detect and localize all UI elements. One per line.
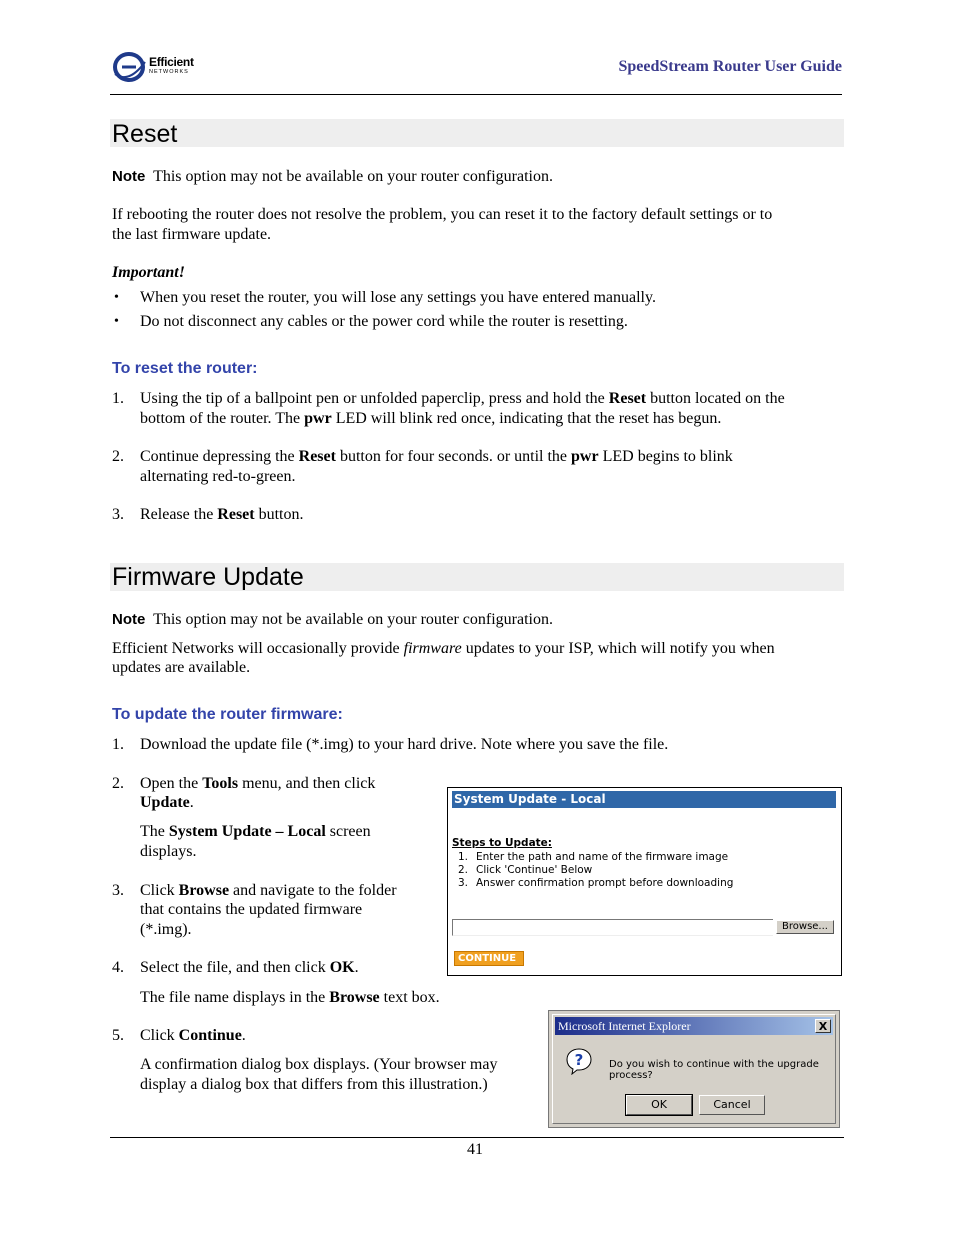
firmware-step-5-sub-line-2: display a dialog box that differs from this illustration.) (140, 1076, 488, 1093)
firmware-step-2-sub-line-2: displays. (140, 843, 197, 860)
text: The file name displays in the (140, 989, 330, 1006)
note-label: Note (112, 611, 146, 628)
dialog-titlebar (555, 1017, 833, 1035)
text: . (354, 959, 359, 976)
text: . (241, 1027, 246, 1044)
text: Open the (140, 775, 203, 792)
update-step-text: Enter the path and name of the firmware image (476, 851, 729, 863)
ok-button[interactable]: OK (626, 1095, 692, 1115)
firmware-step-2-sub-line-1 (140, 822, 371, 842)
text: menu, and then click (238, 775, 376, 792)
firmware-step-3-line-2: that contains the updated firmware (140, 901, 363, 918)
firmware-heading: Firmware Update (112, 563, 304, 591)
reset-step-1-line-2 (140, 409, 721, 429)
bold-term: System Update – Local (168, 823, 326, 840)
svg-text:?: ? (574, 1051, 584, 1069)
update-step-text: Answer confirmation prompt before downloading (476, 877, 734, 889)
document-title: SpeedStream Router User Guide (618, 58, 842, 75)
text: bottom of the router. The (140, 410, 305, 427)
step-number: 2. (112, 775, 124, 792)
firmware-path-input[interactable] (452, 919, 773, 936)
bold-term: Tools (202, 775, 239, 792)
update-step-text: Click 'Continue' Below (476, 864, 593, 876)
efficient-networks-logo (113, 52, 213, 82)
bold-term: Browse (178, 882, 230, 899)
reset-step-2-line-2: alternating red-to-green. (140, 468, 296, 485)
text: Efficient Networks will occasionally provide (112, 640, 404, 657)
step-number: 5. (112, 1027, 124, 1044)
bullet-item: When you reset the router, you will lose any settings you have entered manually. (140, 289, 656, 306)
bold-term: Reset (298, 448, 336, 465)
firmware-step-4 (140, 958, 359, 978)
text: Continue depressing the (140, 448, 299, 465)
system-update-window (447, 787, 842, 976)
italic-term: firmware (403, 640, 462, 657)
update-step-number: 2. (458, 864, 469, 876)
firmware-intro-line-2: updates are available. (112, 659, 251, 676)
text: updates to your ISP, which will notify you when (461, 640, 775, 657)
bold-term: pwr (571, 448, 599, 465)
text: Select the file, and then click (140, 959, 330, 976)
cancel-button[interactable]: Cancel (699, 1095, 765, 1115)
text: button for four seconds. or until the (335, 448, 572, 465)
reset-procedure-heading: To reset the router: (112, 360, 258, 377)
step-number: 4. (112, 959, 124, 976)
dialog-title: Microsoft Internet Explorer (558, 1019, 691, 1033)
reset-step-3 (140, 505, 304, 525)
dialog-message: Do you wish to continue with the upgrade process? (609, 1059, 819, 1081)
logo-word: Efficient (149, 55, 194, 69)
firmware-step-3-line-3: (*.img). (140, 921, 192, 938)
text: and navigate to the folder (229, 882, 397, 899)
step-number: 3. (112, 882, 124, 899)
update-step-number: 1. (458, 851, 469, 863)
footer-rule (110, 1137, 844, 1138)
firmware-step-1: Download the update file (*.img) to your hard drive. Note where you save the file. (140, 736, 669, 753)
bold-term: OK (329, 959, 355, 976)
firmware-step-3-line-1 (140, 881, 397, 901)
note-label: Note (112, 168, 146, 185)
note-text: This option may not be available on your router configuration. (153, 168, 553, 185)
step-number: 1. (112, 736, 124, 753)
firmware-procedure-heading: To update the router firmware: (112, 706, 343, 723)
text: The (140, 823, 169, 840)
continue-button[interactable]: CONTINUE >> (454, 951, 524, 966)
reset-note (112, 167, 553, 187)
ie-confirm-dialog (548, 1010, 840, 1128)
update-step-number: 3. (458, 877, 469, 889)
firmware-note (112, 610, 553, 630)
text: LED begins to blink (598, 448, 733, 465)
firmware-step-2-line-1 (140, 774, 375, 794)
bold-term: Reset (217, 506, 255, 523)
firmware-step-4-sub (140, 988, 440, 1008)
firmware-step-5-sub-line-1: A confirmation dialog box displays. (Your browser may (140, 1056, 498, 1073)
text: Click (140, 882, 179, 899)
bold-term: Continue (178, 1027, 242, 1044)
important-label: Important! (112, 264, 185, 281)
reset-step-2-line-1 (140, 447, 733, 467)
header-rule (110, 94, 842, 95)
firmware-step-2-line-2 (140, 793, 194, 813)
bold-term: pwr (304, 410, 332, 427)
reset-intro-line-1: If rebooting the router does not resolve the problem, you can reset it to the factory default settings or to (112, 206, 773, 223)
text: . (189, 794, 194, 811)
text: screen (325, 823, 371, 840)
logo-e-icon (113, 52, 147, 82)
dialog-frame (552, 1014, 836, 1124)
text: button located on the (646, 390, 785, 407)
browse-button[interactable]: Browse... (776, 920, 834, 934)
text: Release the (140, 506, 218, 523)
bullet-item: Do not disconnect any cables or the power cord while the router is resetting. (140, 313, 628, 330)
text: button. (254, 506, 304, 523)
firmware-intro-line-1 (112, 639, 775, 659)
bullet-dot: • (114, 290, 119, 305)
text: Using the tip of a ballpoint pen or unfolded paperclip, press and hold the (140, 390, 609, 407)
text: Click (140, 1027, 179, 1044)
reset-heading: Reset (112, 120, 178, 148)
text: text box. (379, 989, 440, 1006)
reset-intro-line-2: the last firmware update. (112, 226, 272, 243)
reset-step-1-line-1 (140, 389, 785, 409)
step-number: 2. (112, 448, 124, 465)
system-update-title: System Update - Local (452, 791, 836, 808)
firmware-step-5 (140, 1026, 246, 1046)
bold-term: Reset (608, 390, 647, 407)
bullet-dot: • (114, 314, 119, 329)
text: LED will blink red once, indicating that the reset has begun. (331, 410, 722, 427)
bold-term: Update (140, 794, 190, 811)
note-text: This option may not be available on your router configuration. (153, 611, 553, 628)
close-button[interactable]: X (815, 1019, 831, 1033)
reset-section-band (110, 119, 844, 147)
logo-sub: NETWORKS (149, 69, 189, 75)
page-number: 41 (467, 1141, 483, 1158)
step-number: 1. (112, 390, 124, 407)
step-number: 3. (112, 506, 124, 523)
bold-term: Browse (329, 989, 380, 1006)
steps-heading: Steps to Update: (452, 837, 552, 849)
question-icon (565, 1047, 593, 1075)
